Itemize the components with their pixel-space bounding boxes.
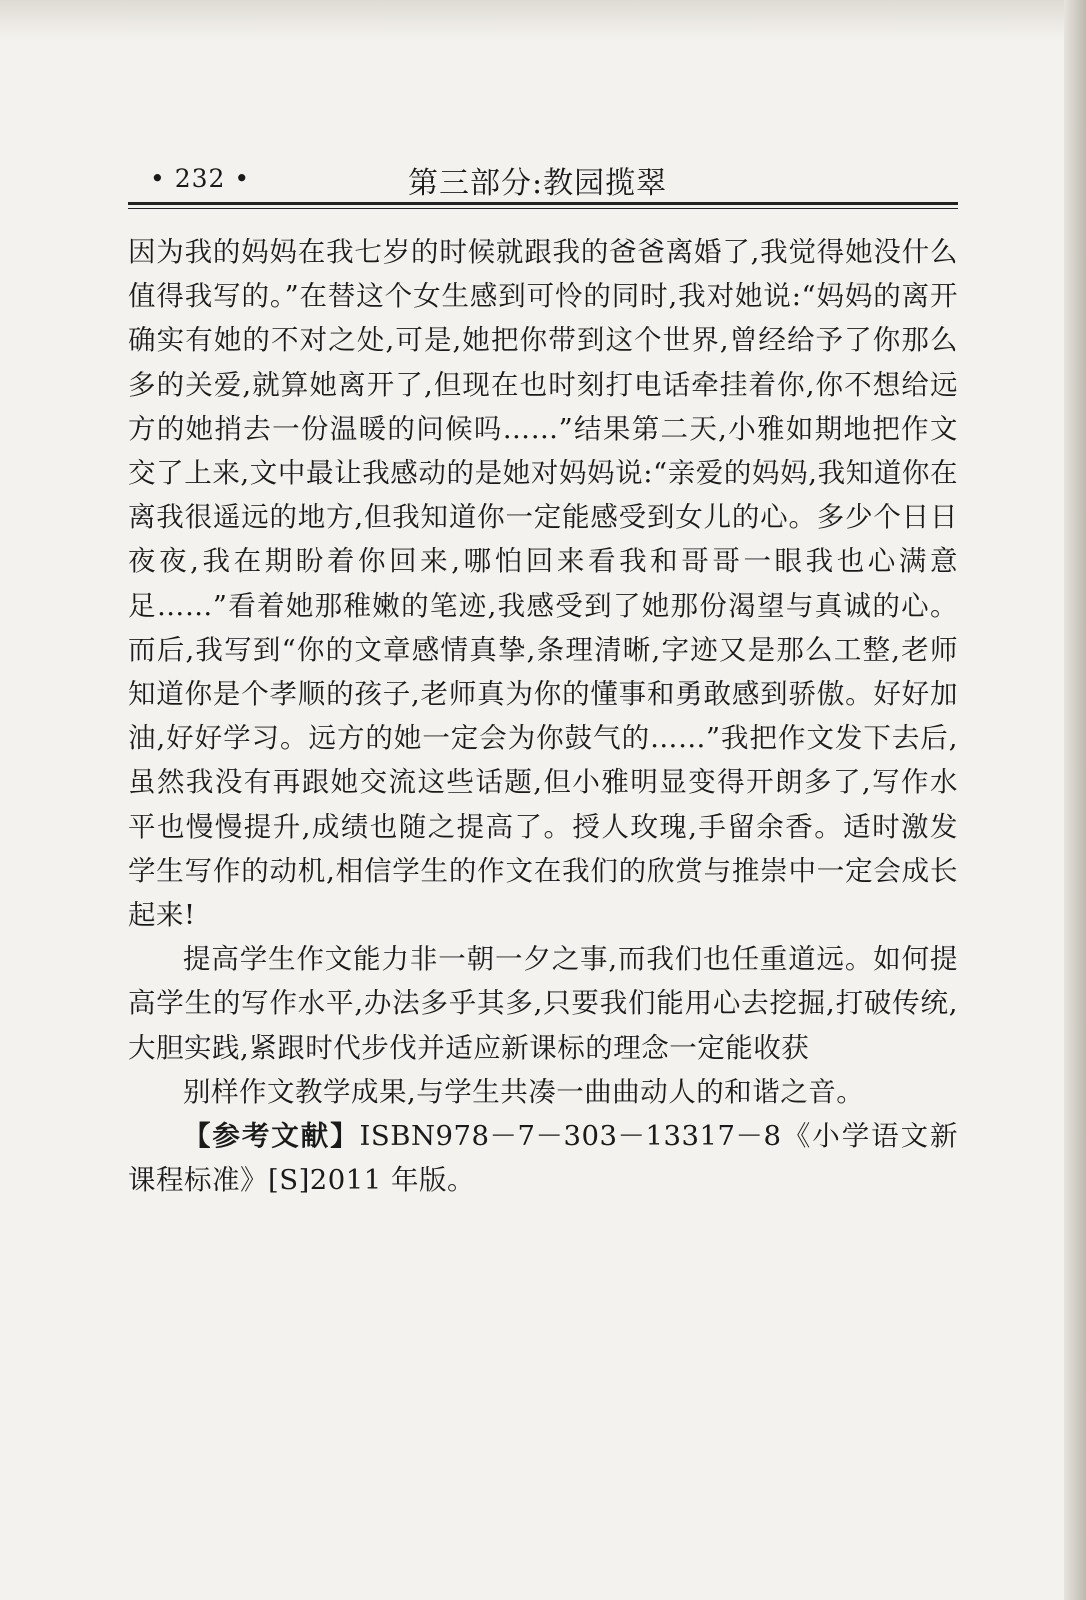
paragraph-continued: 因为我的妈妈在我七岁的时候就跟我的爸爸离婚了,我觉得她没什么值得我写的。”在替这个女生感到可怜的同时,我对她说:“妈妈的离开确实有她的不对之处,可是,她把你带到这个世界,曾经给予了你那么多的关爱,就算她离开了,但现在也时刻打电话牵挂着你,你不想给远方的她捎去一份温暖的问候吗……”结果第二天,小雅如期地把作文交了上来,文中最让我感动的是她对妈妈说:“亲爱的妈妈,我知道你在离我很遥远的地方,但我知道你一定能感受到女儿的心。多少个日日夜夜,我在期盼着你回来,哪怕回来看我和哥哥一眼我也心满意足……”看着她那稚嫩的笔迹,我感受到了她那份渴望与真诚的心。而后,我写到“你的文章感情真挚,条理清晰,字迹又是那么工整,老师知道你是个孝顺的孩子,老师真为你的懂事和勇敢感到骄傲。好好加油,好好学习。远方的她一定会为你鼓气的……”我把作文发下去后,虽然我没有再跟她交流这些话题,但小雅明显变得开朗多了,写作水平也慢慢提升,成绩也随之提高了。授人玫瑰,手留余香。适时激发学生写作的动机,相信学生的作文在我们的欣赏与推崇中一定会成长起来! — [128, 236, 958, 932]
reference-label: 【参考文献】 — [183, 1120, 360, 1153]
body-text — [128, 230, 958, 1202]
page-header — [128, 150, 958, 208]
page-number: • 232 • — [150, 164, 251, 193]
reference-text: ISBN978－7－303－13317－8《小学语文新课程标准》[S]2011 年版。 — [128, 1120, 958, 1197]
running-title: 第三部分:教园揽翠 — [408, 166, 668, 201]
header-rule-thin — [128, 208, 958, 209]
reference-entry — [128, 1114, 958, 1202]
paragraph-closing: 别样作文教学成果,与学生共凑一曲曲动人的和谐之音。 — [183, 1075, 865, 1108]
scan-edge-shadow — [1064, 0, 1086, 1600]
book-page — [128, 150, 958, 1197]
header-rule-thick — [128, 202, 958, 205]
paragraph-conclusion: 提高学生作文能力非一朝一夕之事,而我们也任重道远。如何提高学生的写作水平,办法多乎其多,只要我们能用心去挖掘,打破传统,大胆实践,紧跟时代步伐并适应新课标的理念一定能收获 — [128, 943, 958, 1064]
scan-top-shadow — [0, 0, 1086, 40]
